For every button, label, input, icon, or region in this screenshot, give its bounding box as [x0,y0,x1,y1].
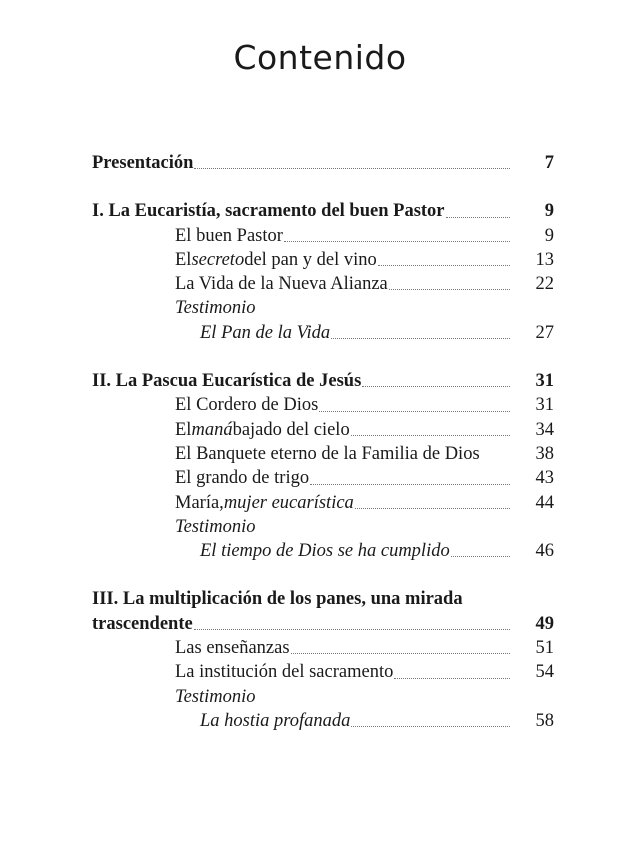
entry-title-text: Testimonio [175,298,256,319]
entry-title-text: El buen Pastor [175,225,283,246]
entry-title-text: El Pan de la Vida [200,322,331,343]
entry-title-text: trascendente [92,613,193,634]
page-number: 44 [535,492,554,513]
entry-title-text: Testimonio [175,686,256,707]
dot-leader [351,726,510,727]
entry-title-text: bajado del cielo [232,419,350,440]
page-number: 49 [535,613,554,634]
toc-entry [92,685,554,709]
toc-entry [92,539,554,563]
toc-entry [92,612,554,636]
dot-leader [451,556,510,557]
entry-title-text: maná [191,419,233,440]
entry-title-text: III. La multiplicación de los panes, una mirada [92,589,463,610]
entry-title-text: María, [175,492,224,513]
entry-title-text: El grando de trigo [175,468,310,489]
dot-leader [446,217,510,218]
entry-title-text: El Banquete eterno de la Familia de Dios [175,443,480,464]
page-number: 31 [535,371,554,392]
page-number: 51 [535,638,554,659]
toc-entry [92,491,554,515]
entry-title-text: La institución del sacramento [175,662,394,683]
page-number: 22 [535,274,554,295]
toc-entry [92,321,554,345]
toc-entry [92,515,554,539]
page-number: 34 [535,419,554,440]
page-number: 27 [535,322,554,343]
toc-entry [92,272,554,296]
page-number: 58 [535,710,554,731]
entry-title-text: Las enseñanzas [175,638,290,659]
dot-leader [194,629,510,630]
toc-entry [92,418,554,442]
page-number: 31 [535,395,554,416]
entry-title-text: El Cordero de Dios [175,395,319,416]
dot-leader [194,168,510,169]
dot-leader [355,508,510,509]
entry-title-text: mujer eucarística [223,492,354,513]
page-number: 7 [544,153,554,173]
table-of-contents [92,151,554,733]
entry-title-text: Testimonio [175,516,256,537]
entry-title-text: secreto [191,249,245,270]
dot-leader [310,484,510,485]
page-number: 38 [535,443,554,464]
page-number: 9 [544,225,554,246]
toc-entry [92,248,554,272]
dot-leader [319,411,510,412]
toc-entry [92,296,554,320]
dot-leader [284,241,510,242]
entry-title-text: El [175,419,192,440]
toc-entry [92,369,554,393]
page-number: 13 [535,249,554,270]
entry-title-text: La hostia profanada [200,710,351,731]
toc-entry [92,709,554,733]
dot-leader [378,265,510,266]
toc-entry [92,442,554,466]
dot-leader [389,289,510,290]
toc-entry [92,636,554,660]
dot-leader [362,386,510,387]
dot-leader [351,435,510,436]
toc-entry [92,151,554,175]
page-number: 46 [535,541,554,562]
entry-title-text: El [175,249,192,270]
entry-title-text: El tiempo de Dios se ha cumplido [200,541,450,562]
dot-leader [291,653,510,654]
entry-title-text: La Vida de la Nueva Alianza [175,274,388,295]
page-number: 54 [535,662,554,683]
toc-entry [92,199,554,223]
dot-leader [331,338,510,339]
entry-title-text: Presentación [92,153,194,173]
page-number: 43 [535,468,554,489]
toc-entry [92,587,554,611]
entry-title-text: II. La Pascua Eucarística de Jesús [92,371,362,392]
toc-entry [92,224,554,248]
toc-entry [92,393,554,417]
page-number: 9 [544,201,554,222]
entry-title-text: del pan y del vino [244,249,377,270]
toc-entry [92,466,554,490]
toc-entry [92,660,554,684]
page-title: Contenido [233,38,407,77]
entry-title-text: I. La Eucaristía, sacramento del buen Pastor [92,201,445,222]
dot-leader [394,678,510,679]
